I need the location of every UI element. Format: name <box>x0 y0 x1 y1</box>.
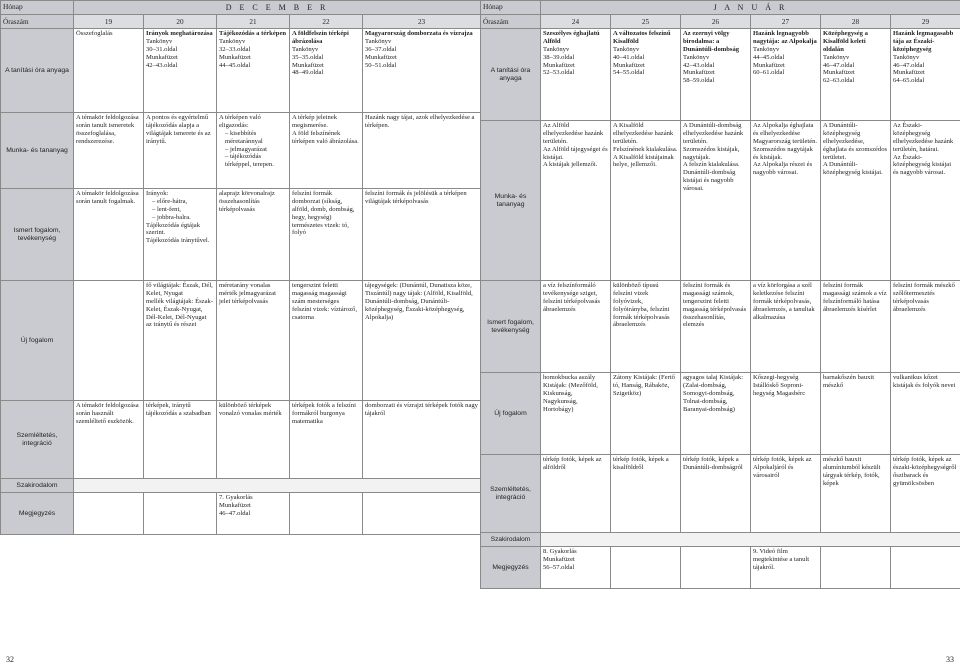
table-row <box>481 547 960 589</box>
page-number: 33 <box>946 655 954 664</box>
row-label-known: Ismert fogalom, tevékenység <box>481 281 541 373</box>
cell-28-visual: mészkő bauxit alumíniumból készült tárgyak térkép, fotók, képek <box>821 455 891 533</box>
table-row <box>1 401 481 479</box>
cell-20-visual: térképek, iránytű tájékozódás a szabadban <box>144 401 217 479</box>
lesson-number: 21 <box>217 15 290 29</box>
cell-22-new: tengerszint feletti magasság magassági szám mesterséges felszíni vizek: víztároző, csatorna <box>290 281 363 401</box>
december-plan-table <box>0 0 481 535</box>
cell-19-visual: A témakör feldolgozása során használt szemléltető eszközök. <box>74 401 144 479</box>
lesson-number: 25 <box>611 15 681 29</box>
lesson-number: 26 <box>681 15 751 29</box>
cell-27-material: Hazánk legnagyobb nagytája: az Alpokalja Tankönyv 44–45.oldal Munkafüzet 60–61.oldal <box>751 29 821 121</box>
cell-26-new: agyagos talaj Kistájak: (Zalai-dombság, Somogyi-dombság, Tolnai-dombság, Baranyai-dombság) <box>681 373 751 455</box>
cell-24-visual: térkép fotók, képek az alföldről <box>541 455 611 533</box>
table-row <box>481 533 960 547</box>
cell-26-known: felszíni formák és magassági számok, tengerszint feletti magasság térképolvasás összehasonlítás, elemzés <box>681 281 751 373</box>
cell-19-notes <box>74 493 144 535</box>
lesson-number: 29 <box>891 15 960 29</box>
cell-22-visual: térképek fotók a felszíni formákról burgonya matematika <box>290 401 363 479</box>
cell-20-known: Irányok: – előre-hátra, – lent-fent, – jobbra-balra. Tájékozódás égtájak szerint. Tájékozódás iránytűvel. <box>144 189 217 281</box>
cell-23-visual: domborzati és vízrajzi térképek fotók nagy tájakról <box>363 401 481 479</box>
cell-22-notes <box>290 493 363 535</box>
table-row <box>1 29 481 113</box>
lesson-number: 23 <box>363 15 481 29</box>
cell-28-notes <box>821 547 891 589</box>
cell-29-material: Hazánk legmagasabb tája az Északi-középhegység Tankönyv 46–47.oldal Munkafüzet 64–65.oldal <box>891 29 960 121</box>
row-label-new: Új fogalom <box>481 373 541 455</box>
cell-24-material: Szeszélyes éghajlatú Alföld Tankönyv 38–39.oldal Munkafüzet 52–53.oldal <box>541 29 611 121</box>
cell-23-notes <box>363 493 481 535</box>
cell-19-material: Összefoglalás <box>74 29 144 113</box>
row-label-literature: Szakirodalom <box>481 533 541 547</box>
table-row <box>481 281 960 373</box>
cell-23-known: felszíni formák és jelölésük a térképen világtájak térképolvasás <box>363 189 481 281</box>
month-label: Hónap <box>481 1 541 15</box>
cell-25-visual: térkép fotók, képek a kisalföldről <box>611 455 681 533</box>
cell-21-material: Tájékozódás a térképen Tankönyv 32–33.oldal Munkafüzet 44–45.oldal <box>217 29 290 113</box>
cell-20-material: Irányok meghatározása Tankönyv 30–31.oldal Munkafüzet 42–43.oldal <box>144 29 217 113</box>
cell-25-known: különböző típusú felszíni vizek folyóvizek, folyóirányba, felszíni formák térképolvasás ábraelemzés <box>611 281 681 373</box>
row-label-new: Új fogalom <box>1 281 74 401</box>
table-row <box>481 121 960 281</box>
cell-22-material: A földfelszín térképi ábrázolása Tankönyv 35–35.oldal Munkafüzet 48–49.oldal <box>290 29 363 113</box>
cell-26-visual: térkép fotók, képek a Dunántúli-dombságról <box>681 455 751 533</box>
table-row <box>1 493 481 535</box>
table-row <box>1 189 481 281</box>
month-title: J A N U Á R <box>541 1 960 15</box>
lesson-count-label: Óraszám <box>481 15 541 29</box>
cell-26-notes <box>681 547 751 589</box>
cell-21-known: alaprajz körvonalrajz összehasonlítás térképolvasás <box>217 189 290 281</box>
cell-24-new: homokbucka aszály Kistájak: (Mezőföld, Kiskunság, Nagykunság, Hortobágy) <box>541 373 611 455</box>
row-label-visual: Szemléltetés, integráció <box>481 455 541 533</box>
cell-24-tasks: Az Alföld elhelyezkedése hazánk területén. Az Alföld tájegységei és kistájai. A kistájak jellemzői. <box>541 121 611 281</box>
row-label-notes: Megjegyzés <box>481 547 541 589</box>
cell-29-visual: térkép fotók, képek az északi-középhegységről őszibarack és gyümölcsösben <box>891 455 960 533</box>
table-row <box>1 281 481 401</box>
cell-25-notes <box>611 547 681 589</box>
cell-29-known: felszíni formák mészkő szőlőtermesztés térképolvasás ábraelemzés <box>891 281 960 373</box>
cell-29-tasks: Az Északi-középhegység elhelyezkedése hazánk területén, határai. Az Északi-középhegység kistájai és nagyobb városai. <box>891 121 960 281</box>
cell-literature <box>74 479 481 493</box>
row-label-known: Ismert fogalom, tevékenység <box>1 189 74 281</box>
right-page <box>480 0 960 668</box>
cell-28-material: Középhegység a Kisalföld keleti oldalán Tankönyv 46–47.oldal Munkafüzet 62–63.oldal <box>821 29 891 121</box>
cell-19-new <box>74 281 144 401</box>
row-label-notes: Megjegyzés <box>1 493 74 535</box>
cell-26-tasks: A Dunántúli-dombság elhelyezkedése hazánk területén. Szomszédos kistájak, nagytájak. A felszín kialakulása. Dunántúli-dombság kistájai és nagyobb városai. <box>681 121 751 281</box>
month-label: Hónap <box>1 1 74 15</box>
cell-29-new: vulkanikus kőzet kistájak és folyók nevei <box>891 373 960 455</box>
cell-19-tasks: A témakör feldolgozása során tanult ismeretek összefoglalása, rendszerezése. <box>74 113 144 189</box>
cell-28-tasks: A Dunántúli-középhegység elhelyezkedése, éghajlata és szomszédos területei. A Dunántúli-középhegység kistájai. <box>821 121 891 281</box>
cell-27-new: Kőszegi-hegység Istállóskő Soproni-hegység Magasbérc <box>751 373 821 455</box>
cell-21-tasks: A térképen való eligazodás: – kisebbítés méretaránnyal – jelmagyarázat – tájékozódás térképpel, terepen. <box>217 113 290 189</box>
cell-23-material: Magyarország domborzata és vízrajza Tankönyv 36–37.oldal Munkafüzet 50–51.oldal <box>363 29 481 113</box>
cell-25-new: Zátony Kistájak: (Fertő tó, Hanság, Rábaköz, Szigetköz) <box>611 373 681 455</box>
cell-23-new: tájegységek: (Dunántúl, Dunatisza köze, Tiszántúl) nagy tájak: (Alföld, Kisalföld, Dunántúli-dombság, Dunántúli-középhegység, Északi-középhegység, Alpokalja) <box>363 281 481 401</box>
table-row <box>481 455 960 533</box>
row-label-tasks: Munka- és tananyag <box>481 121 541 281</box>
cell-27-notes: 9. Videó film megtekintése a tanult tájakról. <box>751 547 821 589</box>
table-row <box>481 373 960 455</box>
lesson-number: 22 <box>290 15 363 29</box>
page-number: 32 <box>6 655 14 664</box>
cell-22-known: felszíni formák domborzat (síkság, alföld, domb, dombság, hegy, hegység) természetes vizek: tó, folyó <box>290 189 363 281</box>
lesson-count-label: Óraszám <box>1 15 74 29</box>
cell-literature <box>541 533 960 547</box>
lesson-number: 24 <box>541 15 611 29</box>
cell-20-new: fő világtájak: Észak, Dél, Kelet, Nyugat mellék világtájak: Észak-Kelet, Észak-Nyugat, Dél-Kelet, Dél-Nyugat az iránytű és részei <box>144 281 217 401</box>
lesson-number: 19 <box>74 15 144 29</box>
cell-28-known: felszíni formák magassági számok a víz felszínformáló hatása ábraelemzés kísérlet <box>821 281 891 373</box>
cell-24-known: a víz felszínformáló tevékenysége sziget, felszíni térképolvasás ábraelemzés <box>541 281 611 373</box>
cell-21-new: méretarány vonalas mérték jelmagyarázat jelei térképolvasás <box>217 281 290 401</box>
row-label-material: A tanítási óra anyaga <box>1 29 74 113</box>
cell-27-known: a víz körforgása a szél keletkezése felszíni formák térképolvasás, ábraelemzés, a tanultak alkalmazása <box>751 281 821 373</box>
row-label-literature: Szakirodalom <box>1 479 74 493</box>
cell-19-known: A témakör feldolgozása során tanult fogalmak. <box>74 189 144 281</box>
cell-21-notes: 7. Gyakorlás Munkafüzet 46–47.oldal <box>217 493 290 535</box>
cell-20-tasks: A pontos és egyértelmű tájékozódás alapja a világtájak ismerete és az iránytű. <box>144 113 217 189</box>
cell-22-tasks: A térkép jeleinek megismerése. A föld felszínének térképen való ábrázolása. <box>290 113 363 189</box>
row-label-visual: Szemléltetés, integráció <box>1 401 74 479</box>
cell-28-new: barnakőszén bauxit mészkő <box>821 373 891 455</box>
cell-21-visual: különböző térképek vonalzó vonalas mérték <box>217 401 290 479</box>
cell-25-tasks: A Kisalföld elhelyezkedése hazánk területén. Felszínének kialakulása. A Kisalföld kistájainak helye, jellemzői. <box>611 121 681 281</box>
cell-23-tasks: Hazánk nagy tájai, azok elhelyezkedése a térképen. <box>363 113 481 189</box>
table-row <box>1 479 481 493</box>
cell-24-notes: 8. Gyakorlás Munkafüzet 56–57.oldal <box>541 547 611 589</box>
table-row <box>481 29 960 121</box>
table-row <box>1 113 481 189</box>
month-title: D E C E M B E R <box>74 1 481 15</box>
cell-27-visual: térkép fotók, képek az Alpokaljáról és városairól <box>751 455 821 533</box>
cell-26-material: Az ezernyi völgy birodalma: a Dunántúli-dombság Tankönyv 42–43.oldal Munkafüzet 58–59.oldal <box>681 29 751 121</box>
lesson-number: 28 <box>821 15 891 29</box>
row-label-tasks: Munka- és tananyag <box>1 113 74 189</box>
cell-27-tasks: Az Alpokalja éghajlata és elhelyezkedése Magyarország területén. Szomszédos nagytájak és kistájak. Az Alpokalja részei és nagyobb városai. <box>751 121 821 281</box>
row-label-material: A tanítási óra anyaga <box>481 29 541 121</box>
cell-29-notes <box>891 547 960 589</box>
cell-25-material: A változatos felszínű Kisalföld Tankönyv 40–41.oldal Munkafüzet 54–55.oldal <box>611 29 681 121</box>
cell-20-notes <box>144 493 217 535</box>
lesson-number: 27 <box>751 15 821 29</box>
lesson-number: 20 <box>144 15 217 29</box>
january-plan-table <box>480 0 960 589</box>
